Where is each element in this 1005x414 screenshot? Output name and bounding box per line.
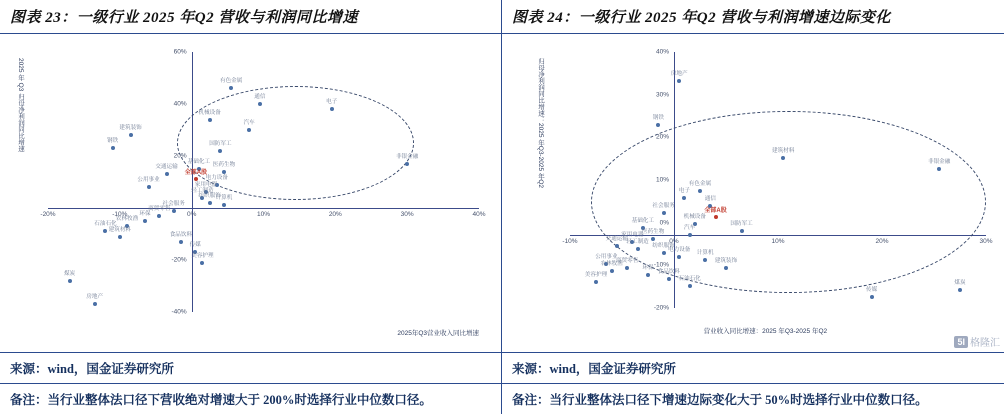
scatter-point-label: 建筑装饰 (119, 125, 142, 132)
scatter-point-label: 计算机 (215, 195, 233, 202)
scatter-point (688, 233, 692, 237)
scatter-point-label: 传媒 (865, 287, 878, 294)
x-tick-label: 40% (472, 211, 486, 218)
x-tick-label: 0% (186, 211, 197, 218)
y-tick-label: -20% (653, 304, 669, 312)
scatter-point (103, 229, 107, 233)
scatter-point-label: 基础化工 (187, 159, 211, 165)
y-tick-label: -10% (653, 261, 669, 269)
scatter-point (172, 209, 176, 213)
scatter-point (698, 189, 702, 193)
scatter-point-label: 石油石化 (678, 276, 701, 283)
scatter-point-label: 食品饮料 (169, 231, 193, 238)
scatter-point (222, 203, 226, 207)
x-axis-title: 营业收入同比增速：2025 年Q3-2025 年Q2 (703, 328, 828, 335)
x-tick-label: 10% (771, 237, 785, 245)
scatter-point (129, 133, 133, 137)
scatter-point (615, 244, 619, 248)
x-tick-label: 30% (979, 237, 993, 245)
scatter-point-label: 纺织服饰 (652, 243, 675, 250)
watermark (954, 334, 1000, 349)
source-text-2: 来源：wind，国金证券研究所 (512, 362, 676, 376)
scatter-point (651, 237, 655, 241)
scatter-point-label: 家用电器 (194, 182, 218, 189)
scatter-point-label: 机械设备 (683, 213, 706, 220)
scatter-point-label: 非银金融 (927, 159, 951, 166)
scatter-point-label: 非银金融 (395, 153, 419, 160)
scatter-point-label: 建筑材料 (771, 148, 795, 155)
scatter-point (208, 201, 212, 205)
scatter-point-label: 轻工制造 (626, 239, 649, 246)
scatter-chart-24 (502, 34, 1004, 352)
scatter-point-label: 基础化工 (631, 217, 654, 224)
figure-24-title-bar (502, 0, 1004, 34)
scatter-point (724, 266, 728, 270)
scatter-point (208, 118, 212, 122)
x-tick-label: 30% (400, 211, 414, 218)
x-tick-label: -20% (40, 211, 56, 218)
scatter-point-label: 房地产 (670, 71, 688, 78)
scatter-point (662, 251, 666, 255)
scatter-point (625, 266, 629, 270)
scatter-point-label: 纺织服饰 (198, 192, 221, 199)
scatter-point (330, 107, 334, 111)
scatter-point-label: 社会服务 (162, 200, 185, 207)
source-text: 来源：wind，国金证券研究所 (10, 362, 174, 376)
scatter-point-label: 环保 (642, 265, 654, 272)
scatter-point (781, 156, 785, 160)
scatter-point (682, 196, 686, 200)
scatter-point-label: 汽车 (243, 120, 255, 126)
y-tick-label: -40% (171, 308, 187, 316)
scatter-point (405, 162, 409, 166)
figure-23-note-row (0, 383, 501, 414)
figure-24-note-row (502, 383, 1004, 414)
scatter-point (179, 240, 183, 244)
figure-23-source-row (0, 352, 501, 383)
scatter-point-label: 商贸零售 (148, 205, 171, 212)
scatter-point-label: 通信 (704, 195, 716, 202)
scatter-point-label: 食品饮料 (657, 268, 680, 275)
watermark-badge: 5I (954, 336, 968, 348)
scatter-point (677, 255, 681, 259)
scatter-chart-23 (0, 34, 501, 352)
scatter-point-label: 家用电器 (621, 232, 644, 239)
scatter-point (870, 295, 874, 299)
scatter-point-label: 美容护理 (191, 252, 214, 259)
scatter-point (937, 167, 941, 171)
scatter-point-label: 汽车 (683, 224, 696, 231)
x-tick-label: 0% (669, 237, 679, 245)
scatter-point (157, 214, 161, 218)
scatter-point-label: 石油石化 (94, 221, 117, 228)
scatter-point (222, 170, 226, 174)
scatter-point-label: 煤炭 (63, 270, 76, 277)
figure-24-source-row (502, 352, 1004, 383)
scatter-point-label: 计算机 (696, 250, 714, 257)
y-tick-label: 20% (173, 152, 187, 160)
scatter-point-label: 建筑材料 (108, 226, 132, 233)
scatter-point-label: 电子 (678, 188, 690, 195)
scatter-point (740, 229, 744, 233)
scatter-point-label: 农林牧渔 (600, 261, 623, 268)
y-tick-label: 40% (173, 100, 187, 108)
scatter-point-label: 建筑装饰 (714, 257, 738, 264)
scatter-point (688, 284, 692, 288)
scatter-point (194, 177, 198, 181)
scatter-point-label: 有色金属 (688, 180, 712, 187)
figure-23-title-bar (0, 0, 501, 34)
watermark-text: 格隆汇 (970, 338, 1000, 349)
x-axis-title: 2025年Q3营业收入同比增速 (397, 330, 479, 337)
scatter-point-label: 社会服务 (652, 202, 675, 209)
scatter-point-label: 电子 (326, 99, 338, 106)
y-axis-title: 归母净利润同比增速：2025 年Q3-2025 年Q2 (537, 58, 544, 189)
scatter-point-label: 美容护理 (584, 272, 608, 279)
scatter-point-label: 房地产 (86, 294, 104, 301)
scatter-point-label: 公用事业 (137, 177, 160, 184)
scatter-point (610, 269, 614, 273)
scatter-point-label: 机械设备 (198, 109, 221, 116)
scatter-point (958, 288, 962, 292)
scatter-point-label: 国防军工 (730, 221, 753, 228)
scatter-point (636, 247, 640, 251)
scatter-point-label: 通信 (254, 94, 266, 100)
scatter-point (646, 273, 650, 277)
y-tick-label: 40% (655, 48, 669, 56)
page-title-2: 图表 24：一级行业 2025 年Q2 营收与利润增速边际变化 (512, 10, 891, 26)
x-tick-label: -10% (112, 211, 128, 218)
y-tick-label: 20% (655, 133, 669, 141)
scatter-point-label: 有色金属 (219, 78, 243, 85)
scatter-point-label: 交通运输 (155, 164, 178, 171)
scatter-point-label: 医药生物 (212, 161, 236, 168)
scatter-point (68, 279, 72, 283)
scatter-point (143, 219, 147, 223)
scatter-point-label: 公用事业 (595, 254, 618, 261)
scatter-point (165, 172, 169, 176)
y-axis-line (192, 52, 193, 312)
scatter-point-label: 钢铁 (652, 115, 664, 122)
x-tick-label: -10% (562, 237, 578, 245)
scatter-point-label: 煤炭 (954, 279, 966, 286)
x-axis-line (48, 208, 479, 209)
x-tick-label: 10% (256, 211, 271, 218)
figure-24-plot (502, 34, 1004, 352)
x-tick-label: 20% (875, 237, 889, 245)
scatter-point-label: 环保 (139, 211, 151, 217)
scatter-point (147, 185, 151, 189)
figure-panel-24 (502, 0, 1004, 414)
y-tick-label: 0% (659, 219, 669, 227)
scatter-point-label: 交通运输 (605, 235, 628, 242)
scatter-point (258, 102, 262, 106)
scatter-point (200, 261, 204, 265)
figure-23-plot (0, 34, 501, 352)
scatter-point-label: 轻工制造 (191, 187, 214, 194)
page-title: 图表 23：一级行业 2025 年Q2 营收与利润同比增速 (10, 10, 358, 26)
y-tick-label: 10% (655, 176, 669, 184)
scatter-point (93, 302, 97, 306)
scatter-point (662, 211, 666, 215)
scatter-point (656, 123, 660, 127)
scatter-point-label: 农林牧渔 (115, 216, 139, 223)
scatter-point (118, 235, 122, 239)
scatter-point (594, 280, 598, 284)
y-tick-label: 60% (173, 48, 187, 56)
scatter-point (111, 146, 115, 150)
y-axis-title: 2025 年 Q3 归母净利润同比增速 (17, 58, 24, 152)
scatter-point-label: 传媒 (189, 242, 201, 249)
scatter-point-label: 电力设备 (205, 174, 228, 181)
x-tick-label: 20% (328, 211, 342, 218)
scatter-point (247, 128, 251, 132)
figure-panel-23 (0, 0, 502, 414)
scatter-point (229, 86, 233, 90)
scatter-point (667, 277, 671, 281)
scatter-point (677, 79, 681, 83)
scatter-point-label: 医药生物 (641, 228, 665, 235)
scatter-point-label: 钢铁 (107, 138, 119, 145)
scatter-point-label: 全部A股 (184, 170, 208, 177)
note-text: 备注：当行业整体法口径下营收绝对增速大于 200%时选择行业中位数口径。 (10, 393, 432, 407)
scatter-point-label: 全部A股 (704, 207, 727, 214)
scatter-point-label: 商贸零售 (615, 257, 639, 264)
scatter-point (218, 149, 222, 153)
y-tick-label: -20% (171, 256, 187, 264)
scatter-point-label: 国防军工 (209, 140, 232, 147)
scatter-point-label: 电力设备 (667, 246, 691, 253)
y-tick-label: 30% (655, 91, 669, 99)
scatter-point (714, 215, 718, 219)
scatter-point (703, 258, 707, 262)
note-text-2: 备注：当行业整体法口径下增速边际变化大于 50%时选择行业中位数口径。 (512, 393, 928, 407)
